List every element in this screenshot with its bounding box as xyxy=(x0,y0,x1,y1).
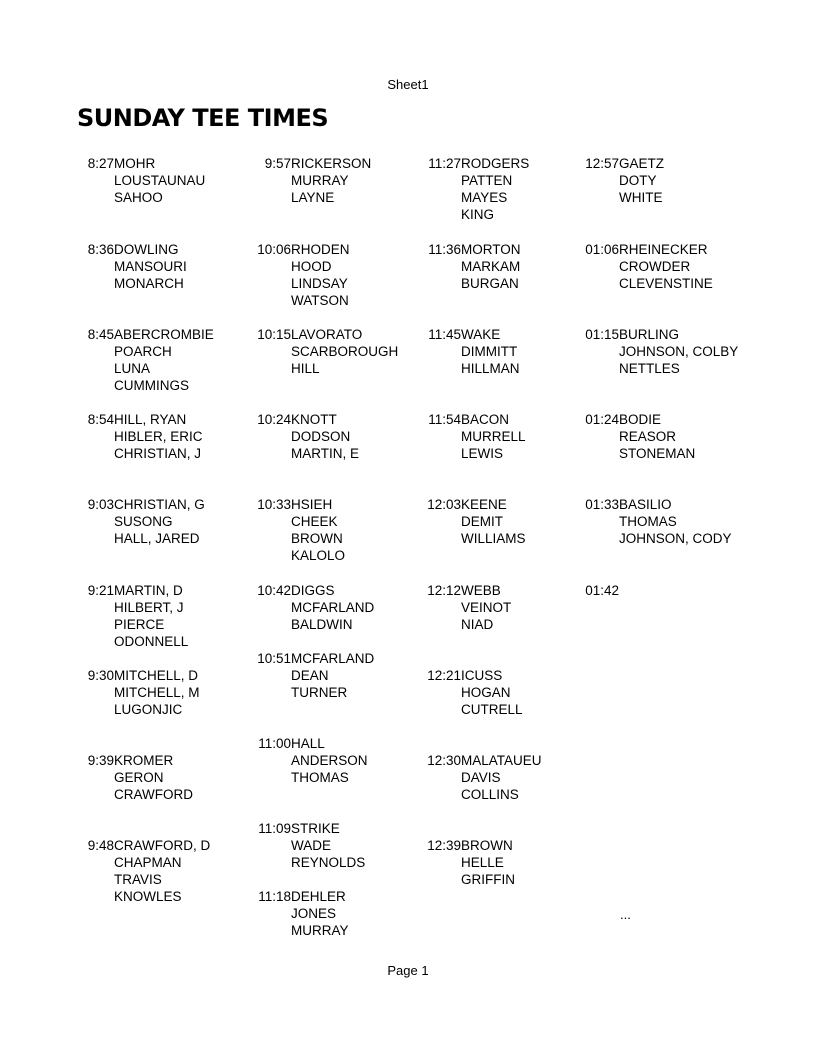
tee-time: 9:30 xyxy=(87,668,114,683)
tee-time-group xyxy=(427,837,515,888)
page-footer: Page 1 xyxy=(387,963,429,978)
tee-time-group xyxy=(428,155,530,223)
player-name: CHRISTIAN, J xyxy=(114,446,202,461)
tee-time: 11:09 xyxy=(258,821,291,836)
player-name: MANSOURI xyxy=(114,259,187,274)
player-name: MITCHELL, M xyxy=(114,685,200,700)
tee-time: 10:06 xyxy=(257,242,291,257)
player-name: PIERCE xyxy=(114,617,165,632)
player-name: BROWN xyxy=(461,838,513,853)
sheet-name: Sheet1 xyxy=(387,77,429,92)
player-name: DEHLER xyxy=(291,889,346,904)
player-name: RHEINECKER xyxy=(619,242,708,257)
tee-time-group xyxy=(87,837,211,905)
player-name: HALL xyxy=(291,736,325,751)
player-name: THOMAS xyxy=(291,770,349,785)
tee-time-group xyxy=(87,752,193,803)
player-name: JOHNSON, CODY xyxy=(619,531,732,546)
player-name: KNOWLES xyxy=(114,889,182,904)
player-name: MURRELL xyxy=(461,429,526,444)
player-name: ODONNELL xyxy=(114,634,189,649)
player-name: DOWLING xyxy=(114,242,179,257)
tee-time: 10:15 xyxy=(257,327,291,342)
player-name: MOHR xyxy=(114,156,156,171)
player-name: BURLING xyxy=(619,327,680,342)
tee-time-group xyxy=(428,326,520,377)
tee-time: 8:45 xyxy=(87,327,114,342)
tee-time: 12:30 xyxy=(427,753,461,768)
player-name: BASILIO xyxy=(619,497,672,512)
player-name: MARTIN, E xyxy=(291,446,360,461)
player-name: RICKERSON xyxy=(291,156,372,171)
tee-time: 8:54 xyxy=(87,412,114,427)
player-name: MURRAY xyxy=(291,923,349,938)
player-name: CHAPMAN xyxy=(114,855,182,870)
player-name: HOGAN xyxy=(461,685,511,700)
player-name: RHODEN xyxy=(291,242,350,257)
player-name: HSIEH xyxy=(291,497,333,512)
player-name: STONEMAN xyxy=(619,446,696,461)
tee-time-group xyxy=(428,241,521,292)
tee-time-group xyxy=(585,496,732,547)
player-name: DEAN xyxy=(291,668,329,683)
player-name: HIBLER, ERIC xyxy=(114,429,203,444)
tee-time-group xyxy=(427,752,542,803)
overflow-ellipsis: ... xyxy=(620,907,631,922)
player-name: HOOD xyxy=(291,259,332,274)
player-name: HILLMAN xyxy=(461,361,520,376)
tee-time: 01:33 xyxy=(585,497,619,512)
tee-time-group xyxy=(87,411,203,462)
tee-time-group xyxy=(257,650,375,701)
player-name: CRAWFORD xyxy=(114,787,193,802)
player-name: LEWIS xyxy=(461,446,504,461)
player-name: MURRAY xyxy=(291,173,349,188)
player-name: HILBERT, J xyxy=(114,600,184,615)
player-name: DEMIT xyxy=(461,514,503,529)
tee-time-group xyxy=(585,411,696,462)
tee-time-group xyxy=(257,582,375,633)
player-name: STRIKE xyxy=(291,821,340,836)
tee-time-group xyxy=(87,241,187,292)
player-name: RODGERS xyxy=(461,156,530,171)
tee-time-group xyxy=(87,667,200,718)
tee-time: 11:27 xyxy=(428,156,461,171)
player-name: KEENE xyxy=(461,497,507,512)
player-name: MCFARLAND xyxy=(291,651,375,666)
player-name: PATTEN xyxy=(461,173,513,188)
tee-time: 10:24 xyxy=(257,412,291,427)
tee-time-group xyxy=(258,820,366,871)
player-name: JOHNSON, COLBY xyxy=(619,344,739,359)
player-name: SAHOO xyxy=(114,190,163,205)
player-name: LUGONJIC xyxy=(114,702,183,717)
tee-time: 10:42 xyxy=(257,583,291,598)
player-name: MALATAUEU xyxy=(461,753,542,768)
player-name: MCFARLAND xyxy=(291,600,375,615)
tee-time: 9:21 xyxy=(87,583,114,598)
player-name: DOTY xyxy=(619,173,657,188)
player-name: REYNOLDS xyxy=(291,855,366,870)
player-name: WILLIAMS xyxy=(461,531,526,546)
player-name: HELLE xyxy=(461,855,504,870)
tee-time: 11:00 xyxy=(258,736,291,751)
player-name: MITCHELL, D xyxy=(114,668,199,683)
player-name: ABERCROMBIE xyxy=(114,327,214,342)
player-name: KALOLO xyxy=(291,548,346,563)
tee-time: 11:18 xyxy=(258,889,291,904)
player-name: GERON xyxy=(114,770,164,785)
tee-time-group xyxy=(585,241,713,292)
page-title: SUNDAY TEE TIMES xyxy=(77,104,329,132)
player-name: KNOTT xyxy=(291,412,337,427)
player-name: NETTLES xyxy=(619,361,680,376)
player-name: GRIFFIN xyxy=(461,872,515,887)
player-name: MONARCH xyxy=(114,276,184,291)
player-name: LOUSTAUNAU xyxy=(114,173,206,188)
player-name: JONES xyxy=(291,906,337,921)
tee-time-group xyxy=(585,155,665,206)
player-name: TURNER xyxy=(291,685,348,700)
player-name: DODSON xyxy=(291,429,351,444)
player-name: KROMER xyxy=(114,753,174,768)
player-name: DAVIS xyxy=(461,770,501,785)
player-name: CUTRELL xyxy=(461,702,523,717)
tee-time: 9:48 xyxy=(87,838,114,853)
player-name: BODIE xyxy=(619,412,662,427)
tee-time: 10:51 xyxy=(257,651,291,666)
tee-time: 9:57 xyxy=(264,156,291,171)
player-name: CHEEK xyxy=(291,514,338,529)
tee-time: 10:33 xyxy=(257,497,291,512)
player-name: BALDWIN xyxy=(291,617,353,632)
tee-time: 9:03 xyxy=(87,497,114,512)
player-name: WADE xyxy=(291,838,331,853)
player-name: SUSONG xyxy=(114,514,173,529)
player-name: MAYES xyxy=(461,190,508,205)
tee-time: 8:27 xyxy=(87,156,114,171)
tee-time: 01:15 xyxy=(585,327,619,342)
player-name: GAETZ xyxy=(619,156,665,171)
tee-time-group xyxy=(427,667,523,718)
player-name: WHITE xyxy=(619,190,663,205)
player-name: LAVORATO xyxy=(291,327,363,342)
tee-time-group xyxy=(257,411,360,462)
player-name: LUNA xyxy=(114,361,151,376)
player-name: BACON xyxy=(461,412,510,427)
tee-time: 12:03 xyxy=(427,497,461,512)
tee-time: 11:36 xyxy=(428,242,461,257)
player-name: WAKE xyxy=(461,327,501,342)
tee-time-group xyxy=(258,735,368,786)
player-name: REASOR xyxy=(619,429,677,444)
player-name: BROWN xyxy=(291,531,343,546)
tee-time-group xyxy=(258,888,349,939)
tee-time: 11:54 xyxy=(428,412,461,427)
tee-time-group xyxy=(427,582,512,633)
player-name: CRAWFORD, D xyxy=(114,838,211,853)
player-name: MARKAM xyxy=(461,259,521,274)
player-name: LAYNE xyxy=(291,190,335,205)
player-name: THOMAS xyxy=(619,514,677,529)
tee-time: 12:57 xyxy=(585,156,619,171)
tee-time: 11:45 xyxy=(428,327,461,342)
player-name: POARCH xyxy=(114,344,172,359)
tee-time-group xyxy=(87,155,206,206)
player-name: HALL, JARED xyxy=(114,531,200,546)
player-name: MORTON xyxy=(461,242,521,257)
player-name: MARTIN, D xyxy=(114,583,183,598)
player-name: SCARBOROUGH xyxy=(291,344,399,359)
tee-time: 12:39 xyxy=(427,838,461,853)
tee-time: 12:12 xyxy=(427,583,461,598)
player-name: DIMMITT xyxy=(461,344,518,359)
tee-time-group xyxy=(257,241,350,309)
tee-time-group xyxy=(87,496,205,547)
player-name: ICUSS xyxy=(461,668,503,683)
player-name: HILL, RYAN xyxy=(114,412,187,427)
tee-time: 12:21 xyxy=(427,668,461,683)
tee-time-group xyxy=(87,582,189,650)
tee-time-group xyxy=(428,411,526,462)
tee-time: 01:42 xyxy=(585,583,619,598)
tee-time-group xyxy=(257,326,399,377)
player-name: NIAD xyxy=(461,617,494,632)
tee-time: 01:06 xyxy=(585,242,619,257)
player-name: CHRISTIAN, G xyxy=(114,497,205,512)
player-name: BURGAN xyxy=(461,276,519,291)
tee-time: 9:39 xyxy=(87,753,114,768)
player-name: ANDERSON xyxy=(291,753,368,768)
tee-time-group xyxy=(427,496,526,547)
player-name: TRAVIS xyxy=(114,872,162,887)
tee-time: 8:36 xyxy=(87,242,114,257)
player-name: COLLINS xyxy=(461,787,519,802)
tee-time-group xyxy=(87,326,214,394)
tee-time-group xyxy=(264,155,372,206)
player-name: DIGGS xyxy=(291,583,335,598)
player-name: CROWDER xyxy=(619,259,691,274)
player-name: LINDSAY xyxy=(291,276,348,291)
player-name: CLEVENSTINE xyxy=(619,276,713,291)
player-name: KING xyxy=(461,207,495,222)
tee-time: 01:24 xyxy=(585,412,619,427)
player-name: VEINOT xyxy=(461,600,512,615)
tee-time-group xyxy=(257,496,346,564)
player-name: HILL xyxy=(291,361,320,376)
player-name: WEBB xyxy=(461,583,501,598)
player-name: CUMMINGS xyxy=(114,378,189,393)
tee-time-group xyxy=(585,326,739,377)
player-name: WATSON xyxy=(291,293,349,308)
